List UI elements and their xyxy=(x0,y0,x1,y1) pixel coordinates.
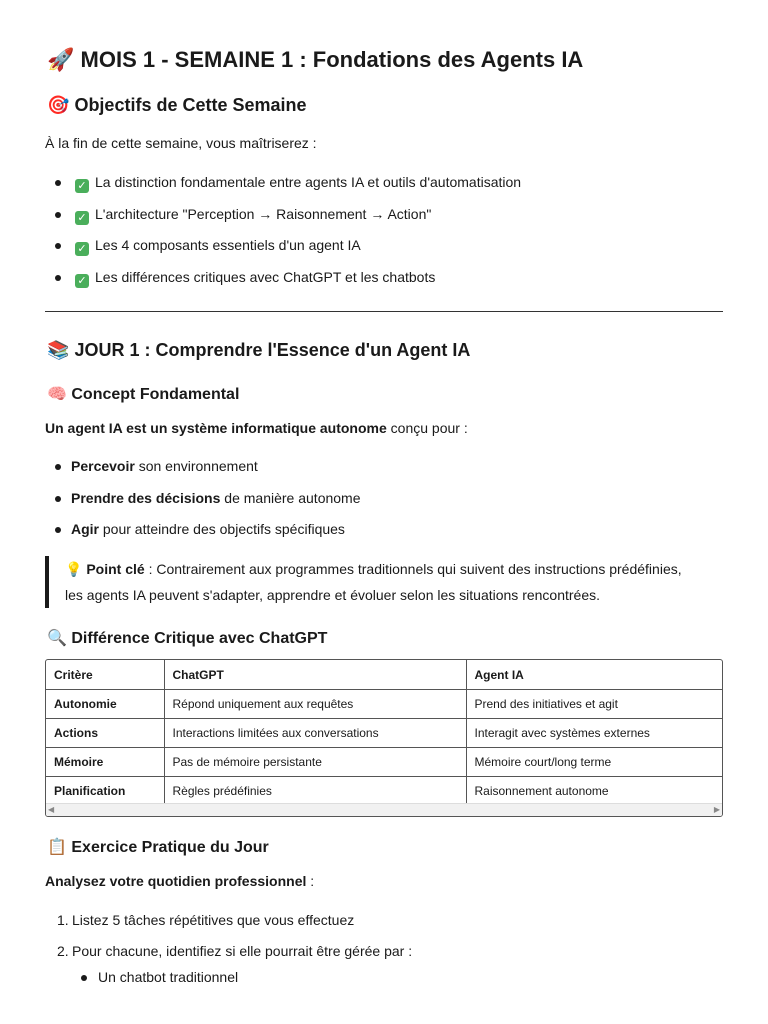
objectives-heading-text: Objectifs de Cette Semaine xyxy=(74,95,307,115)
list-item-text: L'architecture "Perception → Raisonnement → Action" xyxy=(95,206,432,222)
list-number: 1. xyxy=(57,912,69,928)
list-item xyxy=(75,237,361,256)
list-item-text: Les différences critiques avec ChatGPT et les chatbots xyxy=(95,269,436,285)
list-item xyxy=(71,458,258,474)
table-row xyxy=(46,719,722,748)
table-cell: Répond uniquement aux requêtes xyxy=(164,690,466,719)
list-item xyxy=(75,206,431,225)
brain-icon: 🧠 xyxy=(47,384,67,403)
bullet-icon xyxy=(55,212,61,218)
table-header: Critère xyxy=(46,660,164,690)
concept-heading-text: Concept Fondamental xyxy=(71,386,240,403)
check-icon: ✓ xyxy=(75,274,89,288)
scroll-left-arrow-icon[interactable]: ◀ xyxy=(48,805,55,814)
exercise-lead-rest: : xyxy=(306,873,315,889)
list-item xyxy=(71,521,345,537)
table-row xyxy=(46,748,722,777)
list-item-bold: Percevoir xyxy=(71,458,135,474)
table-cell: Mémoire court/long terme xyxy=(466,748,722,777)
comparison-table xyxy=(46,660,722,805)
list-item xyxy=(75,174,521,193)
bullet-icon xyxy=(55,464,61,470)
list-item-text: La distinction fondamentale entre agents IA et outils d'automatisation xyxy=(95,174,522,190)
page-title-text: MOIS 1 - SEMAINE 1 : Fondations des Agents IA xyxy=(80,47,584,72)
bullet-icon xyxy=(55,275,61,281)
check-icon: ✓ xyxy=(75,242,89,256)
bullet-icon xyxy=(81,975,87,981)
bullet-icon xyxy=(55,527,61,533)
table-cell: Prend des initiatives et agit xyxy=(466,690,722,719)
blockquote-bar xyxy=(45,556,49,608)
comparison-heading-text: Différence Critique avec ChatGPT xyxy=(71,630,328,647)
table-cell: Mémoire xyxy=(46,748,164,777)
exercise-heading xyxy=(47,837,269,857)
table-cell: Pas de mémoire persistante xyxy=(164,748,466,777)
definition-bold: Un agent IA est un système informatique autonome xyxy=(45,420,387,436)
table-header-row xyxy=(46,660,722,690)
comparison-table-container[interactable] xyxy=(45,659,723,817)
exercise-lead xyxy=(45,873,314,889)
page-title xyxy=(47,47,583,73)
check-icon: ✓ xyxy=(75,179,89,193)
list-item-text: son environnement xyxy=(134,458,258,474)
list-item-text: de manière autonome xyxy=(220,490,361,506)
table-cell: Autonomie xyxy=(46,690,164,719)
table-cell: Interactions limitées aux conversations xyxy=(164,719,466,748)
list-item xyxy=(75,269,435,288)
concept-definition xyxy=(45,420,468,436)
keypoint-line1 xyxy=(65,561,682,578)
bullet-icon xyxy=(55,243,61,249)
target-icon: 🎯 xyxy=(47,95,70,116)
list-number: 2. xyxy=(57,943,69,959)
list-item-bold: Agir xyxy=(71,521,99,537)
table-header: ChatGPT xyxy=(164,660,466,690)
list-item-text: Les 4 composants essentiels d'un agent IA xyxy=(95,237,361,253)
definition-rest: conçu pour : xyxy=(386,420,468,436)
table-cell: Raisonnement autonome xyxy=(474,784,609,798)
keypoint-line2: les agents IA peuvent s'adapter, apprendre et évoluer selon les situations rencontrées. xyxy=(65,587,601,603)
check-icon: ✓ xyxy=(75,211,89,225)
list-item: Listez 5 tâches répétitives que vous effectuez xyxy=(72,912,355,928)
day1-heading-text: JOUR 1 : Comprendre l'Essence d'un Agent IA xyxy=(74,340,471,360)
magnifier-icon: 🔍 xyxy=(47,628,67,647)
objectives-heading xyxy=(47,95,307,116)
sub-list-item: Un chatbot traditionnel xyxy=(98,969,239,985)
list-item-bold: Prendre des décisions xyxy=(71,490,221,506)
books-icon: 📚 xyxy=(47,340,70,361)
table-row xyxy=(46,777,722,806)
bullet-icon xyxy=(55,180,61,186)
bullet-icon xyxy=(55,496,61,502)
clipboard-icon: 📋 xyxy=(47,837,67,856)
day1-heading xyxy=(47,340,470,361)
horizontal-scrollbar[interactable] xyxy=(46,803,722,816)
exercise-lead-bold: Analysez votre quotidien professionnel xyxy=(45,873,307,889)
objectives-intro: À la fin de cette semaine, vous maîtriserez : xyxy=(45,135,317,151)
rocket-icon: 🚀 xyxy=(47,48,75,73)
concept-heading xyxy=(47,384,239,404)
table-cell: Actions xyxy=(46,719,164,748)
horizontal-rule xyxy=(45,311,723,312)
keypoint-text: : Contrairement aux programmes traditionnels qui suivent des instructions prédéfinies, xyxy=(144,561,682,577)
scroll-right-arrow-icon[interactable]: ▶ xyxy=(713,805,720,814)
list-item: Pour chacune, identifiez si elle pourrait être gérée par : xyxy=(72,943,413,959)
comparison-heading xyxy=(47,628,327,648)
table-header: Agent IA xyxy=(466,660,722,690)
list-item-text: pour atteindre des objectifs spécifiques xyxy=(99,521,345,537)
keypoint-bold: Point clé xyxy=(86,561,145,577)
table-cell: Règles prédéfinies xyxy=(164,777,466,806)
exercise-heading-text: Exercice Pratique du Jour xyxy=(71,839,269,856)
lightbulb-icon: 💡 xyxy=(65,562,83,578)
table-row xyxy=(46,690,722,719)
table-cell: Interagit avec systèmes externes xyxy=(466,719,722,748)
list-item xyxy=(71,490,361,506)
table-cell: Planification xyxy=(46,777,164,806)
